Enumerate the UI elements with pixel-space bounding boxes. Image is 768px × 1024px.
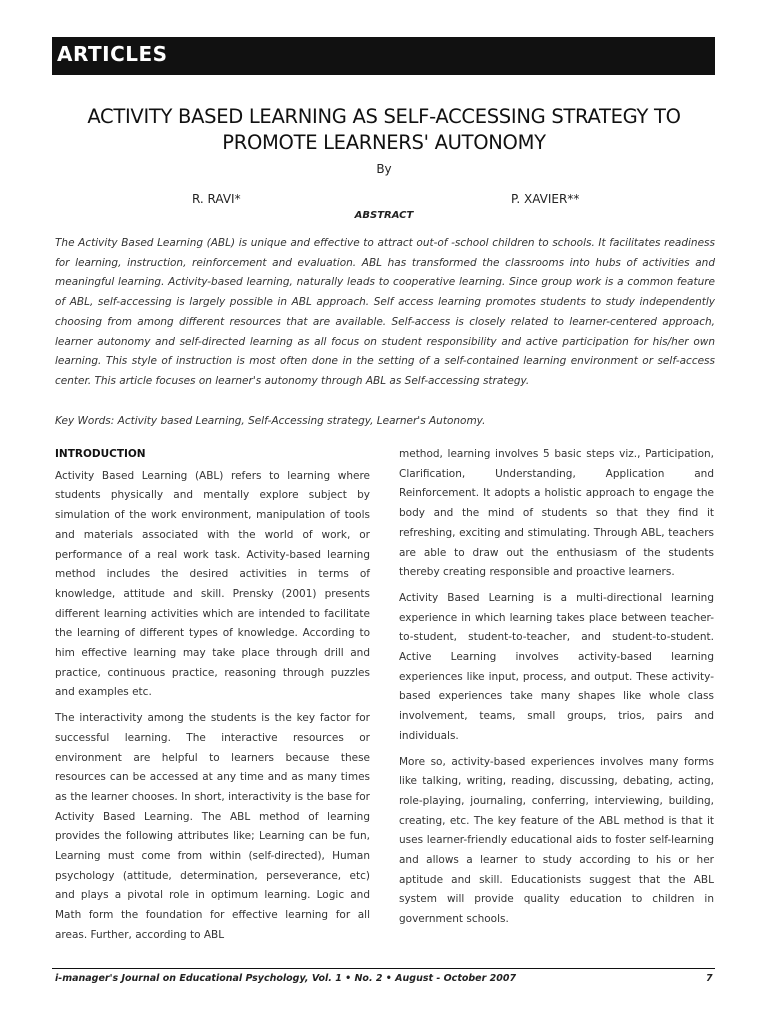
keywords: Key Words: Activity based Learning, Self-Accessing strategy, Learner's Autonomy. [55, 415, 486, 427]
body-paragraph: Activity Based Learning is a multi-directional learning experience in which learning takes place between teacher-to-student, student-to-teacher, and student-to-student. Active Learning involves activity-based learning experiences like input, process, and output. These activity-based experiences take many shapes like whole class involvement, teams, small groups, trios, pairs and individuals. [399, 591, 714, 742]
left-column [55, 445, 370, 952]
footer-journal-citation: i-manager's Journal on Educational Psychology, Vol. 1 • No. 2 • August - October 2007 [55, 973, 517, 984]
introduction-heading: INTRODUCTION [55, 448, 146, 460]
body-paragraph: method, learning involves 5 basic steps viz., Participation, Clarification, Understanding, Application and Reinforcement. It adopts a holistic approach to engage the body and the mind of students so that they find it refreshing, exciting and stimulating. Through ABL, teachers are able to draw out the enthusiasm of the students thereby creating responsible and proactive learners. [399, 448, 714, 579]
footer-divider [52, 968, 715, 969]
abstract-heading: ABSTRACT [354, 210, 414, 221]
section-header-bar [52, 37, 715, 75]
page-number: 7 [706, 973, 713, 984]
body-paragraph: Activity Based Learning (ABL) refers to learning where students physically and mentally explore subject by simulation of the work environment, manipulation of tools and materials associated with the world of work, or performance of a real work task. Activity-based learning method includes the desired activities in terms of knowledge, attitude and skill. Prensky (2001) presents different learning activities which are intended to facilitate the learning of different types of knowledge. According to him effective learning may take place through drill and practice, continuous practice, reasoning through puzzles and examples etc. [55, 469, 370, 699]
body-paragraph: More so, activity-based experiences involves many forms like talking, writing, reading, discussing, debating, acting, role-playing, journaling, conferring, interviewing, building, creating, etc. The key feature of the ABL method is that it uses learner-friendly educational aids to foster self-learning and allows a learner to study according to his or her aptitude and skill. Educationists suggest that the ABL system will provide quality education to children in government schools. [399, 755, 714, 926]
body-paragraph: The interactivity among the students is the key factor for successful learning. The interactive resources or environment are helpful to learners because these resources can be accessed at any time and as many times as the learner chooses. In short, interactivity is the base for Activity Based Learning. The ABL method of learning provides the following attributes like; Learning can be fun, Learning must come from within (self-directed), Human psychology (attitude, determination, perseverance, etc) and plays a pivotal role in optimum learning. Logic and Math form the foundation for effective learning for all areas. Further, according to ABL [55, 712, 370, 941]
section-label: ARTICLES [57, 42, 168, 66]
article-title: ACTIVITY BASED LEARNING AS SELF-ACCESSING STRATEGY TO PROMOTE LEARNERS' AUTONOMY [87, 105, 681, 154]
author-2: P. XAVIER** [511, 192, 580, 206]
by-label: By [376, 162, 392, 176]
author-1: R. RAVI* [192, 192, 241, 206]
right-column [399, 445, 714, 936]
abstract-text: The Activity Based Learning (ABL) is unique and effective to attract out-of -school children to schools. It facilitates readiness for learning, instruction, reinforcement and evaluation. ABL has transformed the classrooms into hubs of activities and meaningful learning. Activity-based learning, naturally leads to cooperative learning. Since group work is a common feature of ABL, self-accessing is largely possible in ABL approach. Self access learning promotes students to study independently choosing from among different resources that are available. Self-access is closely related to learner-centered approach, learner autonomy and self-directed learning as all focus on student responsibility and active participation for his/her own learning. This style of instruction is most often done in the setting of a self-contained learning environment or self-access center. This article focuses on learner's autonomy through ABL as Self-accessing strategy. [55, 237, 715, 387]
